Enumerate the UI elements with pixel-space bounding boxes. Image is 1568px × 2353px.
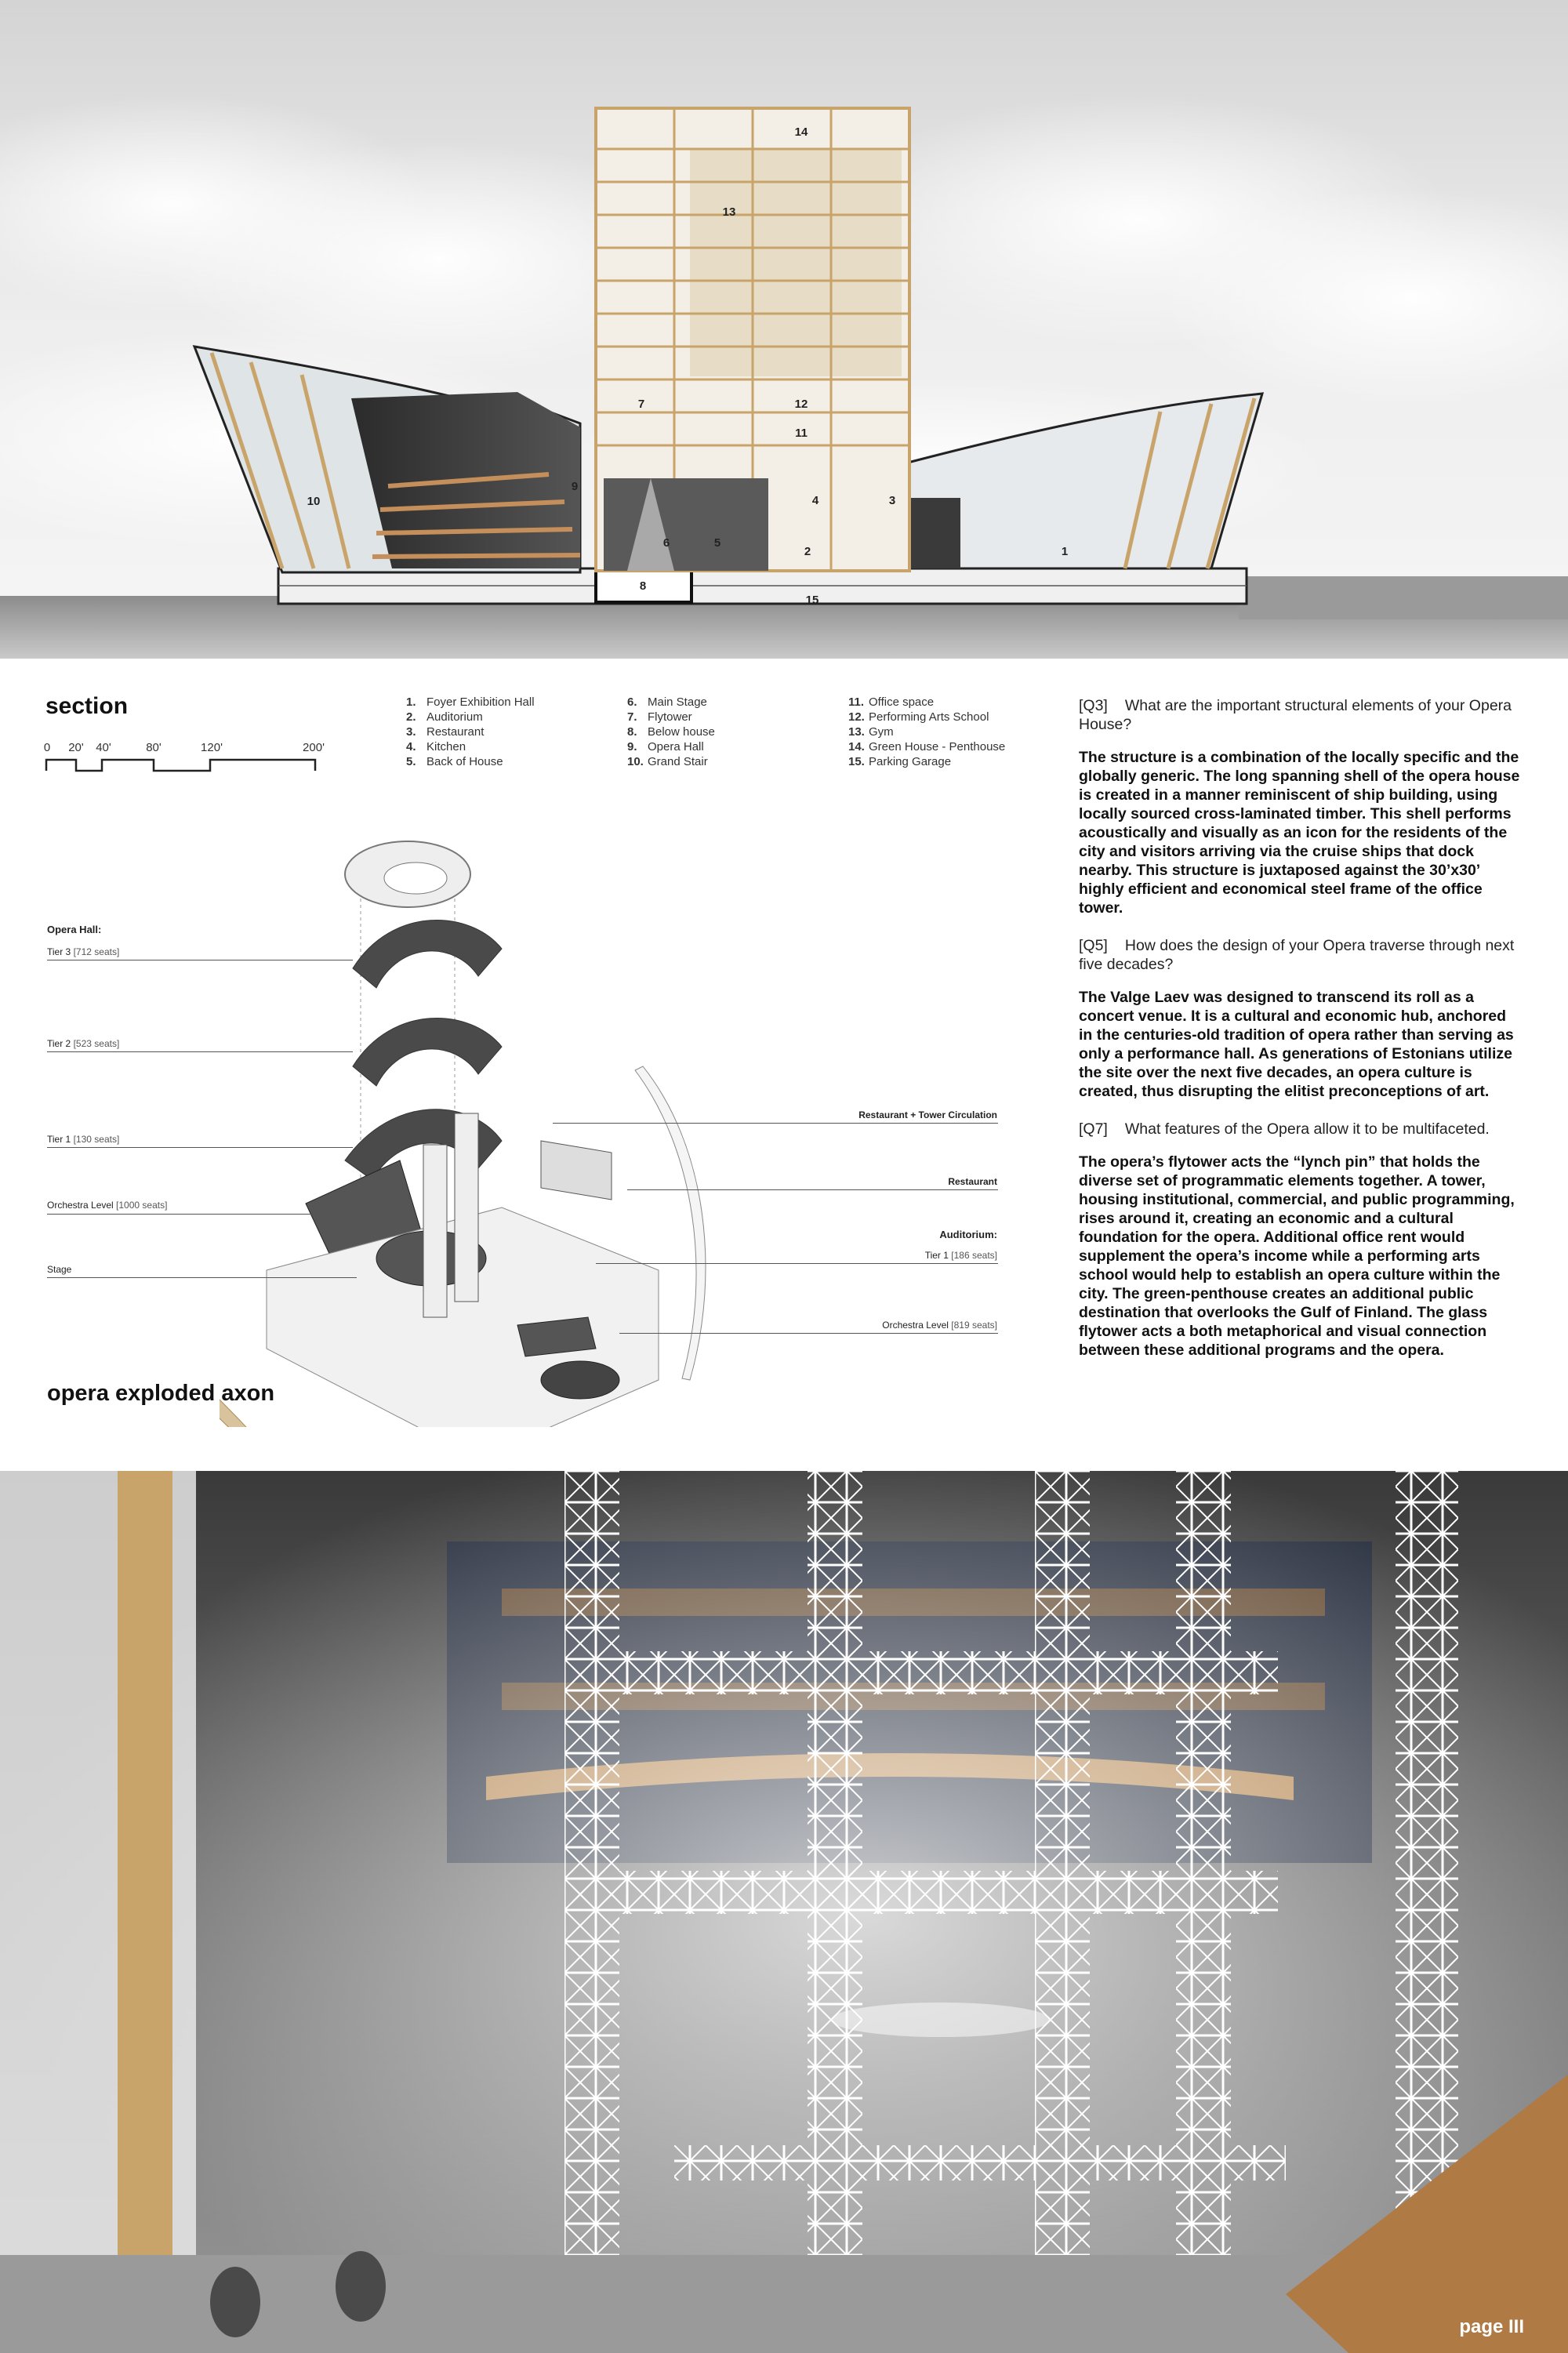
answer: The Valge Laev was designed to transcend its roll as a concert venue. It is a cultural and economic hub, anchored in the centuries-old tradition of opera rather than serving as only a performance hall. As generations of Estonians utilize the site over the next five decades, an opera culture is created, thus disrupting the elitist preconceptions of art. — [1079, 989, 1514, 1100]
flytower-stage — [604, 478, 768, 571]
page-number: page III — [1459, 2316, 1524, 2337]
legend-item: 13. Gym — [848, 725, 894, 739]
legend-item: 11. Office space — [848, 695, 935, 709]
legend-item: 5. Back of House — [406, 755, 503, 768]
section-number: 1 — [1061, 545, 1069, 558]
terrain-step — [1239, 576, 1568, 619]
legend-item: 3. Restaurant — [406, 725, 485, 739]
auditorium-orchestra-shape — [541, 1361, 619, 1399]
scale-label: 80' — [146, 741, 162, 754]
qa-column — [1079, 696, 1523, 1378]
auditorium-tier-1-label: Tier 1 [186 seats] — [924, 1250, 997, 1261]
section-number: 13 — [722, 205, 736, 219]
legend-column — [406, 695, 535, 769]
section-number: 4 — [811, 494, 819, 507]
legend-item: 8. Below house — [627, 725, 715, 739]
legend-item: 15. Parking Garage — [848, 755, 952, 768]
scale-bar — [41, 741, 335, 776]
legend-column — [848, 695, 1005, 769]
leader-line — [47, 1147, 353, 1148]
legend-item: 2. Auditorium — [406, 710, 483, 724]
question: [Q7] What features of the Opera allow it to be multifaceted. — [1079, 1120, 1490, 1138]
restaurant-label: Restaurant — [948, 1176, 997, 1187]
section-number: 7 — [637, 398, 645, 411]
legend-item: 7. Flytower — [627, 710, 692, 724]
legend-item: 10. Grand Stair — [627, 755, 708, 768]
section-number: 5 — [713, 536, 721, 550]
answer: The opera’s flytower acts the “lynch pin” that holds the diverse set of programmatic elements together. A tower, housing institutional, commercial, and public programming, rises around it, creating an economic and a cultural foundation for the opera. Additional office rent would supplement the opera’s income while a performing arts school would help to establish an opera culture within the city. The green-penthouse creates an additional public destination that overlooks the Gulf of Finland. The glass flytower acts a both metaphorical and visual connection between these additional programs and the opera. — [1079, 1153, 1515, 1359]
leader-line — [47, 1277, 357, 1278]
legend-item: 4. Kitchen — [406, 740, 466, 753]
stage-label: Stage — [47, 1264, 72, 1275]
scale-label: 20' — [68, 741, 84, 754]
auditorium-heading: Auditorium: — [939, 1229, 997, 1240]
restaurant-tower-label: Restaurant + Tower Circulation — [858, 1109, 997, 1120]
restaurant-block — [541, 1141, 612, 1200]
section-number: 2 — [804, 545, 811, 558]
auditorium-orchestra-label: Orchestra Level [819 seats] — [882, 1320, 997, 1331]
tier-3-shape — [353, 920, 502, 988]
opera-hall-heading: Opera Hall: — [47, 924, 102, 935]
tier-2-label: Tier 2 [523 seats] — [47, 1038, 120, 1049]
leader-line — [619, 1333, 998, 1334]
legend-column — [627, 695, 715, 769]
timber-shell-piece — [220, 1317, 267, 1427]
legend-item: 9. Opera Hall — [627, 740, 704, 753]
section-number: 10 — [307, 495, 321, 508]
section-number: 14 — [794, 125, 808, 139]
section-title: section — [45, 693, 129, 719]
answer: The structure is a combination of the locally specific and the globally generic. The long spanning shell of the opera house is created in a manner reminiscent of ship building, using locally sourced cross-laminated timber. This shell performs acoustically and visually as an icon for the residents of the city and visitors arriving via the cruise ships that dock nearby. This structure is juxtaposed against the 30’x30’ highly efficient and economical steel frame of the office tower. — [1079, 749, 1520, 917]
orchestra-level-label: Orchestra Level [1000 seats] — [47, 1200, 168, 1211]
leader-line — [47, 1214, 384, 1215]
flytower-column — [423, 1145, 447, 1317]
scale-label: 200' — [303, 741, 325, 754]
tier-2-shape — [353, 1018, 502, 1086]
section-number: 11 — [795, 427, 808, 440]
flytower-interior-render — [0, 1471, 1568, 2353]
question: [Q5] How does the design of your Opera traverse through next five decades? — [1079, 937, 1515, 973]
exploded-axon-drawing — [220, 831, 768, 1427]
scale-label: 40' — [96, 741, 111, 754]
leader-line — [47, 1051, 353, 1052]
question: [Q3] What are the important structural elements of your Opera House? — [1079, 697, 1512, 733]
legend-item: 1. Foyer Exhibition Hall — [406, 695, 535, 709]
tier-1-label: Tier 1 [130 seats] — [47, 1134, 120, 1145]
section-number: 3 — [888, 494, 896, 507]
legend-item: 6. Main Stage — [627, 695, 707, 709]
leader-line — [553, 1123, 998, 1124]
section-number: 15 — [805, 594, 819, 607]
section-number: 6 — [662, 536, 670, 550]
section-number: 9 — [571, 480, 579, 493]
section-number: 8 — [639, 579, 647, 593]
axon-title: opera exploded axon — [47, 1381, 275, 1406]
legend-item: 12. Performing Arts School — [848, 710, 989, 724]
scale-label: 0 — [43, 741, 51, 754]
legend-item: 14. Green House - Penthouse — [848, 740, 1006, 753]
scale-label: 120' — [201, 741, 223, 754]
building-section-drawing — [0, 0, 1568, 659]
section-number: 12 — [794, 398, 808, 411]
leader-line — [596, 1263, 998, 1264]
stage-light-pool — [831, 2003, 1051, 2037]
tier-3-label: Tier 3 [712 seats] — [47, 946, 120, 957]
leader-line — [627, 1189, 998, 1190]
timber-column — [118, 1471, 172, 2353]
